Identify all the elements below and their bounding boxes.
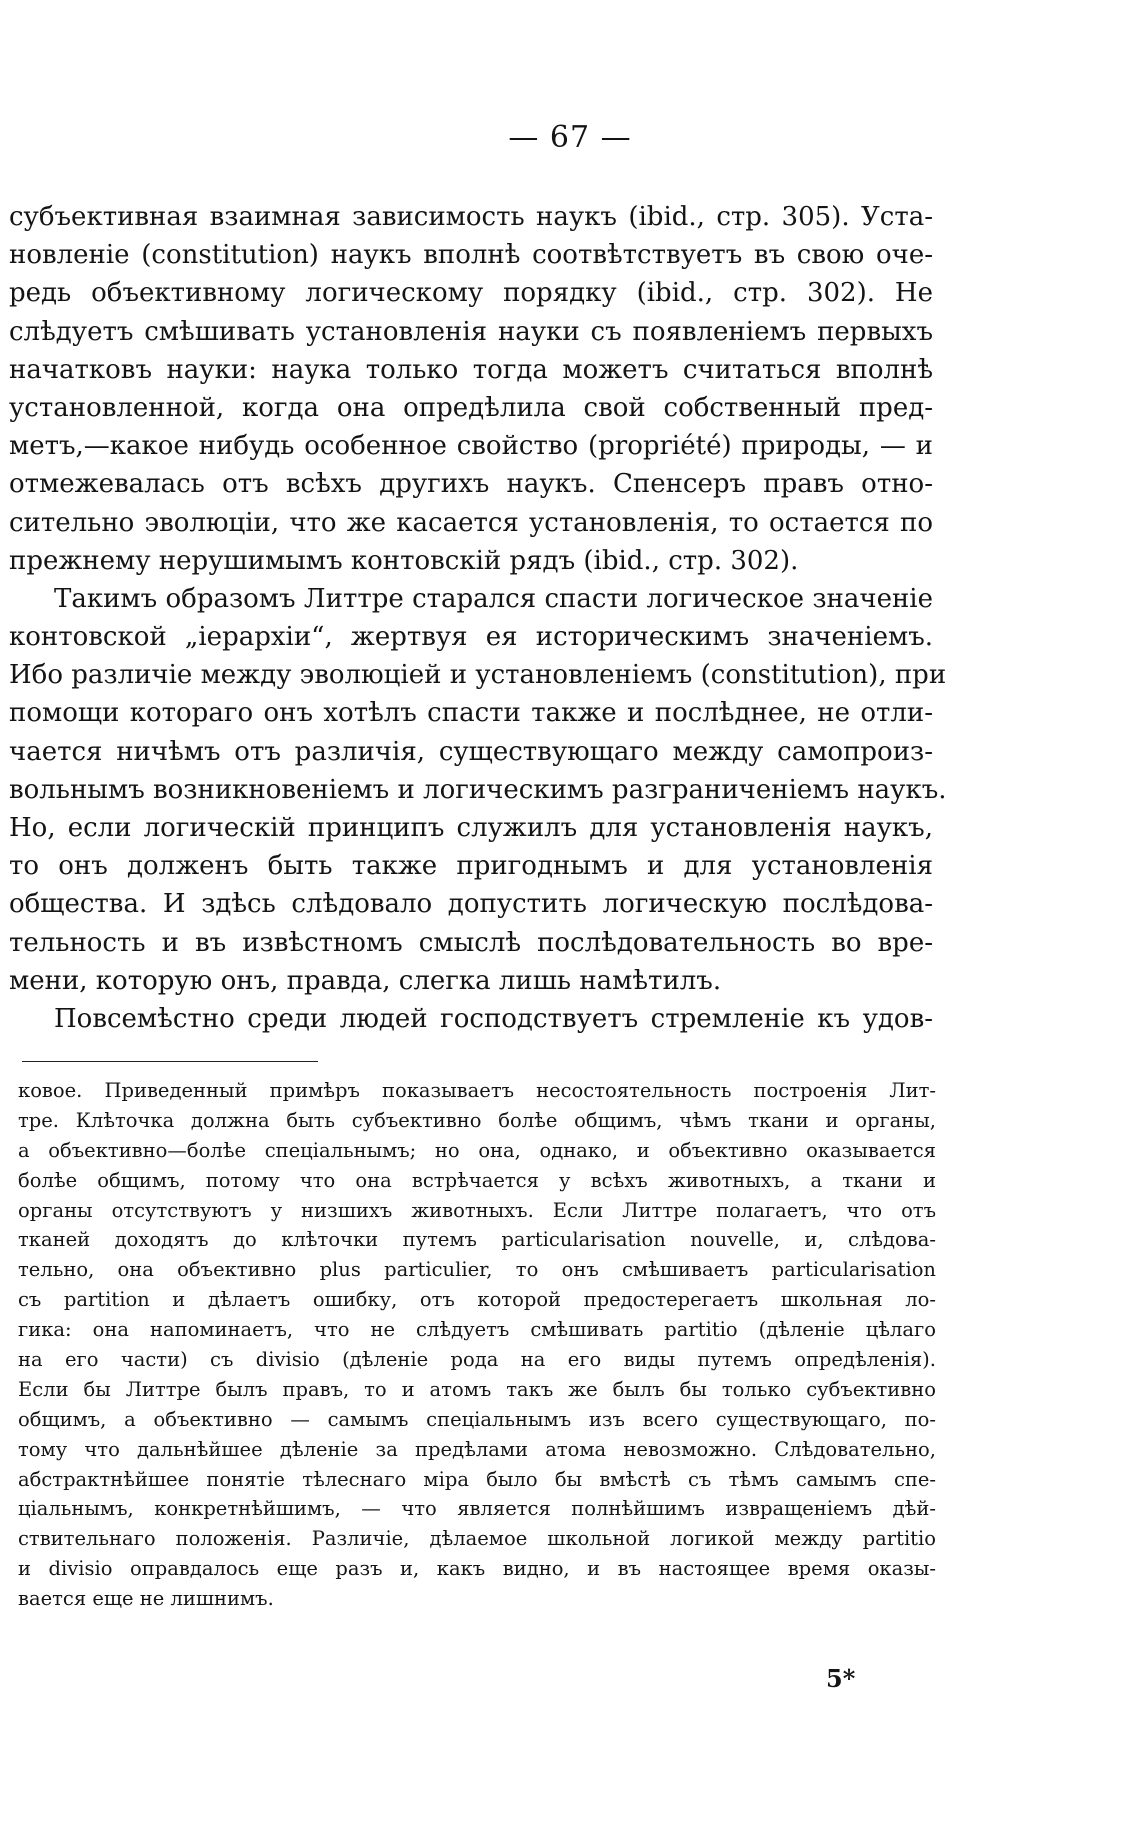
footnote-rule [22,1061,318,1062]
footnote-line: ковое. Приведенный примѣръ показываетъ несостоятельность построенія Лит- [18,1079,936,1102]
footnote-line: гика: она напоминаетъ, что не слѣдуетъ смѣшивать partitio (дѣленіе цѣлаго [18,1318,936,1342]
footnote-line: тельно, она объективно plus particulier, то онъ смѣшиваетъ particularisation [18,1258,936,1282]
footnote-line: и divisio оправдалось еще разъ и, какъ видно, и въ настоящее время оказы- [18,1557,936,1581]
signature-mark: 5* [826,1664,856,1693]
text-line: начатковъ науки: наука только тогда можетъ считаться вполнѣ [9,354,933,385]
text-line: Такимъ образомъ Литтре старался спасти логическое значеніе [54,583,933,614]
footnote [18,1076,936,1614]
text-line: слѣдуетъ смѣшивать установленія науки съ появленіемъ первыхъ [9,316,933,347]
page-number: — 67 — [508,120,632,155]
footnote-line: Если бы Литтре былъ правъ, то и атомъ такъ же былъ бы только субъективно [18,1377,936,1401]
text-line: помощи котораго онъ хотѣлъ спасти также и послѣднее, не отли- [9,698,933,729]
footnote-line: тре. Клѣточка должна быть субъективно болѣе общимъ, чѣмъ ткани и органы, [18,1108,936,1132]
footnote-line: тканей доходятъ до клѣточки путемъ particularisation nouvelle, и, слѣдова- [18,1228,936,1252]
text-line: отмежевалась отъ всѣхъ другихъ наукъ. Спенсеръ правъ отно- [9,469,933,500]
text-line: Но, если логическій принципъ служилъ для установленія наукъ, [9,813,933,843]
text-line: сительно эволюціи, что же касается установленія, то остается по [9,507,933,538]
footnote-line: ствительнаго положенія. Различіе, дѣлаемое школьной логикой между partitio [18,1527,936,1551]
text-line: общества. И здѣсь слѣдовало допустить логическую послѣдова- [9,889,933,920]
footnote-line: на его части) съ divisio (дѣленіе рода на его виды путемъ опредѣленія). [18,1348,936,1372]
text-line: новленіе (constitution) наукъ вполнѣ соотвѣтствуетъ въ свою оче- [9,240,933,271]
main-text [9,198,947,1038]
footnote-line: съ partition и дѣлаетъ ошибку, отъ которой предостерегаетъ школьная ло- [18,1288,936,1312]
text-line: прежнему нерушимымъ контовскій рядъ (ibid., стр. 302). [9,545,799,576]
text-line: Повсемѣстно среди людей господствуетъ стремленіе къ удов- [54,1003,933,1034]
text-line: редь объективному логическому порядку (ibid., стр. 302). Не [9,278,933,309]
text-line: установленной, когда она опредѣлила свой собственный пред- [9,392,933,423]
footnote-line: вается еще не лишнимъ. [18,1587,274,1611]
text-line: тельность и въ извѣстномъ смыслѣ послѣдовательность во вре- [9,927,933,958]
footnote-line: ціальнымъ, конкретнѣйшимъ, — что является полнѣйшимъ извращеніемъ дѣй- [18,1497,936,1521]
footnote-line: абстрактнѣйшее понятіе тѣлеснаго міра было бы вмѣстѣ съ тѣмъ самымъ спе- [18,1467,936,1491]
text-line: вольнымъ возникновеніемъ и логическимъ разграниченіемъ наукъ. [9,774,947,805]
text-line: контовской „іерархіи“, жертвуя ея историческимъ значеніемъ. [9,622,933,653]
text-line: метъ,—какое нибудь особенное свойство (propriété) природы, — и [9,431,933,462]
footnote-line: общимъ, а объективно — самымъ спеціальнымъ изъ всего существующаго, по- [18,1407,936,1431]
footnote-line: тому что дальнѣйшее дѣленіе за предѣлами атома невозможно. Слѣдовательно, [18,1437,936,1461]
footnote-line: органы отсутствуютъ у низшихъ животныхъ. Если Литтре полагаетъ, что отъ [18,1198,936,1222]
text-line: субъективная взаимная зависимость наукъ (ibid., стр. 305). Уста- [9,202,933,232]
text-line: Ибо различіе между эволюціей и установленіемъ (constitution), при [9,660,947,691]
text-line: чается ничѣмъ отъ различія, существующаго между самопроиз- [9,736,933,767]
text-line: мени, которую онъ, правда, слегка лишь намѣтилъ. [9,965,722,996]
footnote-line: болѣе общимъ, потому что она встрѣчается у всѣхъ животныхъ, а ткани и [18,1168,936,1192]
footnote-line: а объективно—болѣе спеціальнымъ; но она, однако, и объективно оказывается [18,1138,936,1162]
text-line: то онъ долженъ быть также пригоднымъ и для установленія [9,851,933,882]
